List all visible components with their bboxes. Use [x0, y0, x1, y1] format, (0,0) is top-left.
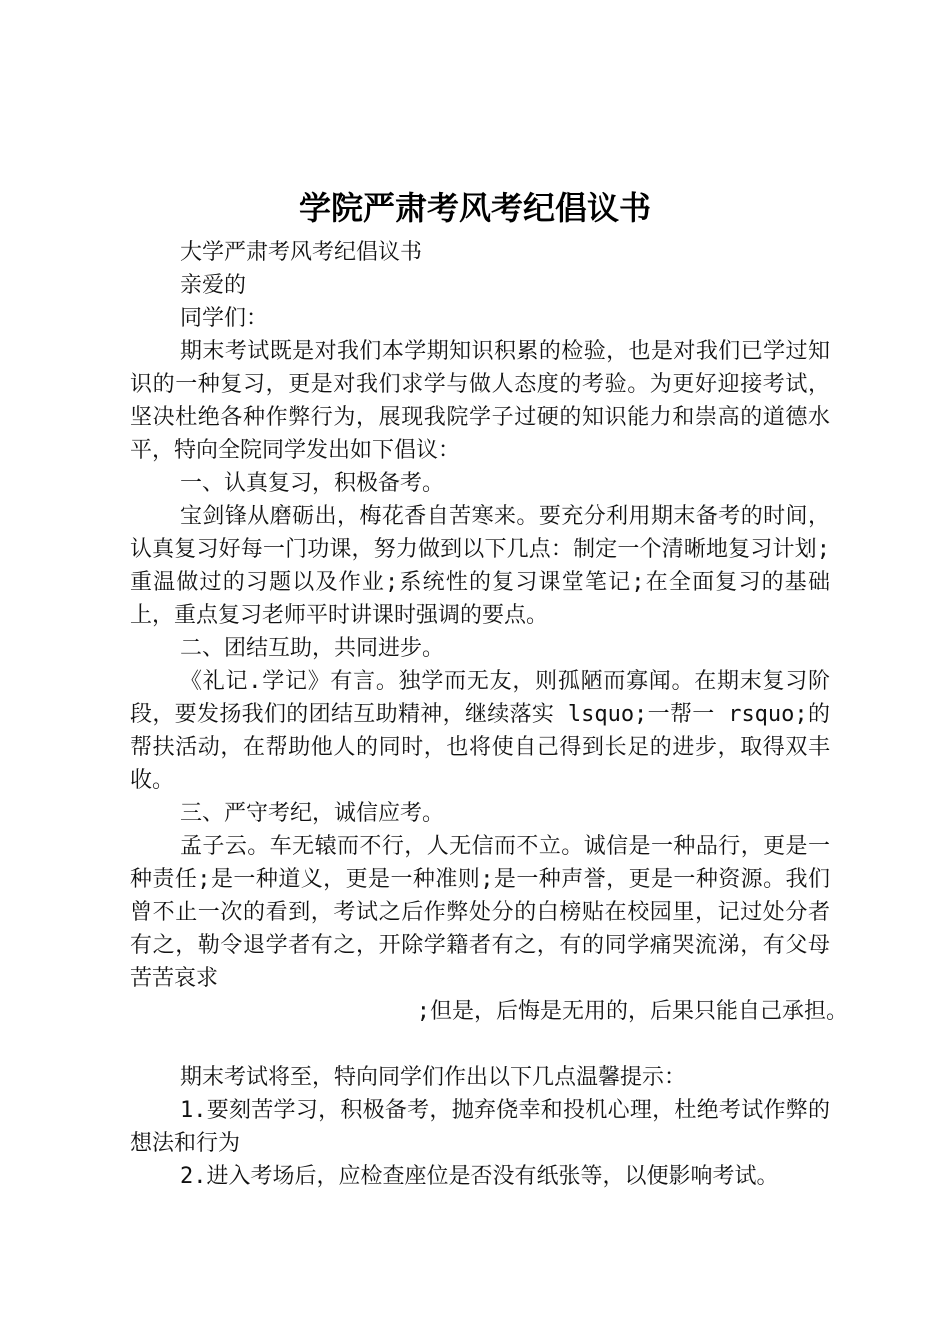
- intro-paragraph: 期末考试既是对我们本学期知识积累的检验，也是对我们已学过知识的一种复习，更是对我们求学与做人态度的考验。为更好迎接考试，坚决杜绝各种作弊行为，展现我院学子过硬的知识能力和崇高的道德水平，特向全院同学发出如下倡议：: [130, 339, 830, 463]
- section-heading: 一、认真复习，积极备考。: [180, 471, 445, 496]
- reminder-item: 1.要刻苦学习，积极备考，抛弃侥幸和投机心理，杜绝考试作弊的想法和行为: [130, 1098, 830, 1156]
- reminder-item: 2.进入考场后，应检查座位是否没有纸张等，以便影响考试。: [180, 1164, 779, 1189]
- section-heading: 二、团结互助，共同进步。: [180, 636, 445, 661]
- subtitle-line: 大学严肃考风考纪倡议书: [180, 240, 423, 265]
- salutation-line: 同学们：: [180, 306, 269, 331]
- body-paragraph: 孟子云。车无辕而不行，人无信而不立。诚信是一种品行，更是一种责任;是一种道义，更是一种准则;是一种声誉，更是一种资源。我们曾不止一次的看到，考试之后作弊处分的白榜贴在校园里，记过处分者有之，勒令退学者有之，开除学籍者有之，有的同学痛哭流涕，有父母苦苦哀求: [130, 834, 830, 991]
- reminder-heading: 期末考试将至，特向同学们作出以下几点温馨提示：: [180, 1065, 687, 1090]
- section-heading: 三、严守考纪，诚信应考。: [180, 801, 445, 826]
- document-body: [130, 236, 848, 1193]
- body-paragraph: 《礼记.学记》有言。独学而无友，则孤陋而寡闻。在期末复习阶段，要发扬我们的团结互助精神，继续落实 lsquo;一帮一 rsquo;的帮扶活动，在帮助他人的同时，也将使自己得到长足的进步，取得双丰收。: [130, 669, 830, 793]
- paragraph-gap: [130, 1028, 830, 1061]
- body-paragraph: 宝剑锋从磨砺出，梅花香自苦寒来。要充分利用期末备考的时间，认真复习好每一门功课，努力做到以下几点：制定一个清晰地复习计划;重温做过的习题以及作业;系统性的复习课堂笔记;在全面复习的基础上，重点复习老师平时讲课时强调的要点。: [130, 504, 830, 628]
- body-paragraph-continuation: ;但是，后悔是无用的，后果只能自己承担。: [416, 999, 848, 1024]
- salutation-line: 亲爱的: [180, 273, 247, 298]
- document-title: 学院严肃考风考纪倡议书: [298, 189, 651, 227]
